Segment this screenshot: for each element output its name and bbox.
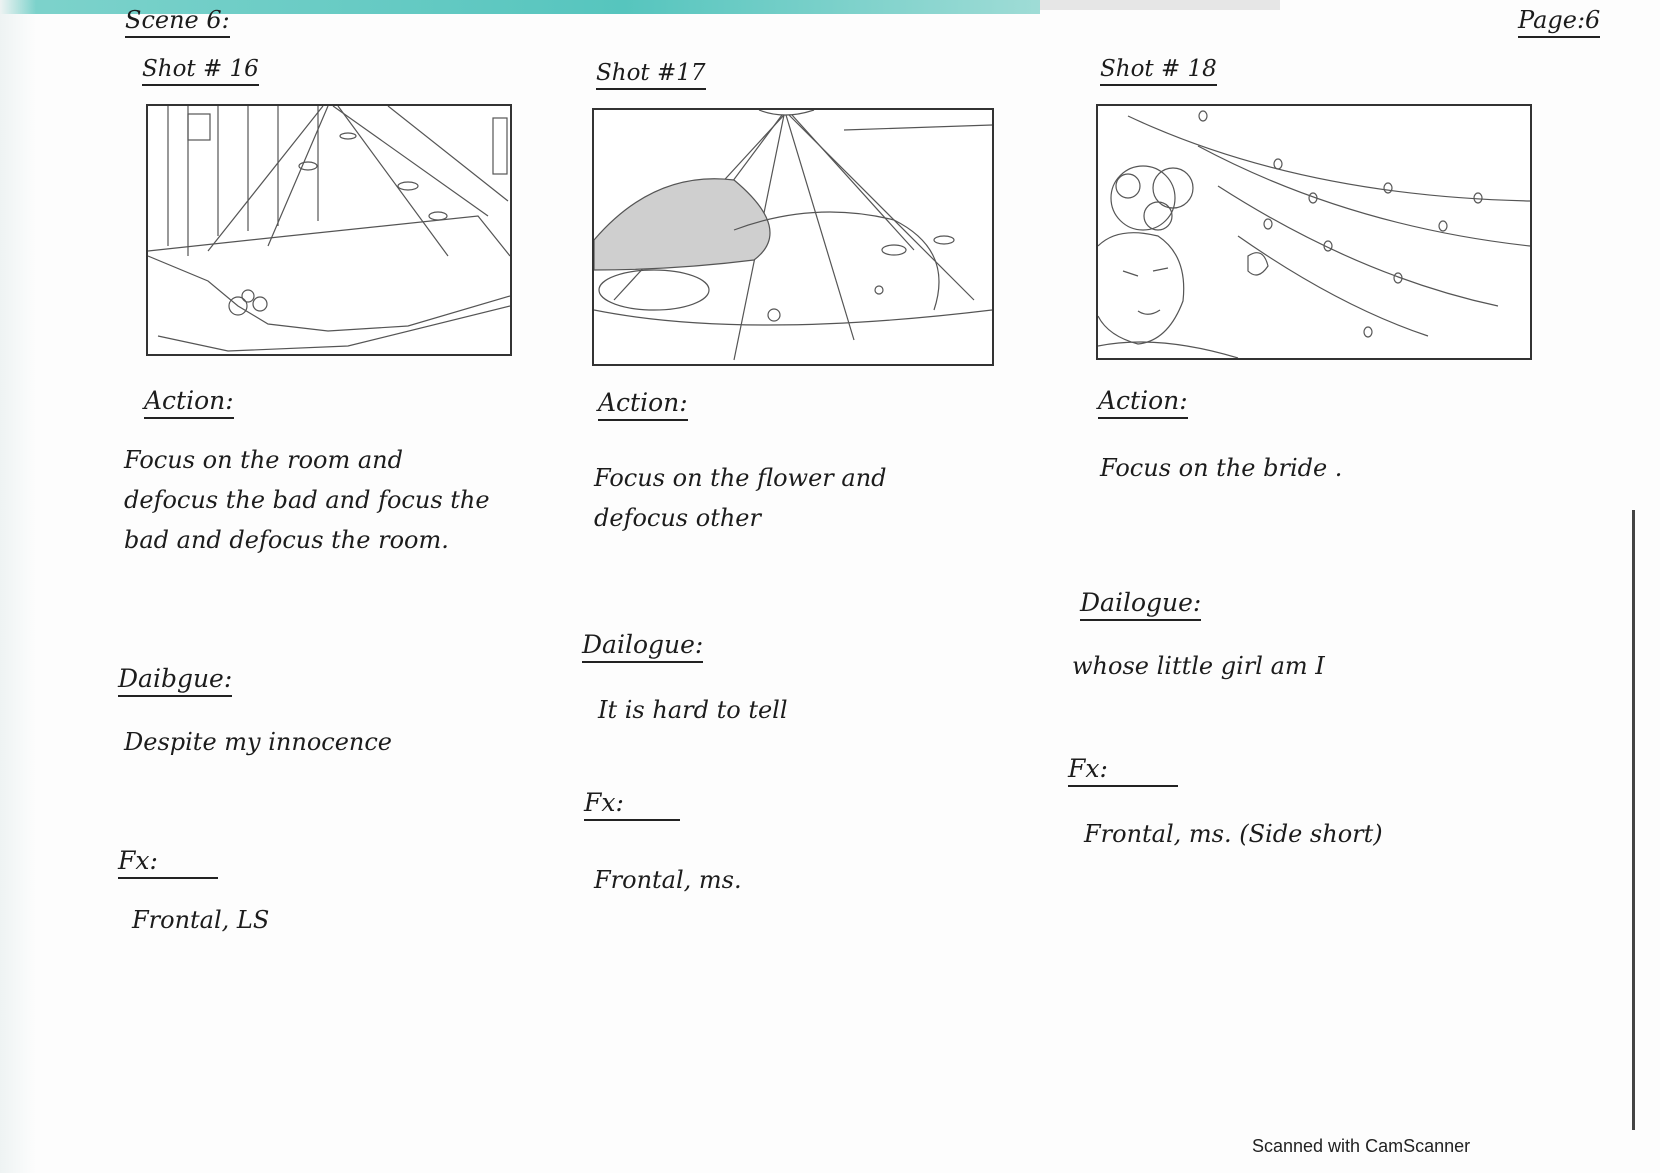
shot-17-action-text: Focus on the flower and defocus other [594,464,887,532]
bride-sketch [1098,106,1530,358]
shot-18-title: Shot # 18 [1100,56,1217,86]
shot-17-action-label: Action: [598,388,688,421]
shot-16-title: Shot # 16 [142,56,259,86]
paper-left-shade [0,0,36,1173]
canopy-bed-sketch [594,110,992,364]
page-number: Page:6 [1518,6,1600,38]
shot-17-fx-label: Fx: [584,788,680,821]
shot-16-sketch [146,104,512,356]
bedroom-sketch [148,106,510,354]
shot-16-dialogue-text: Despite my innocence [124,728,393,756]
shot-18-fx-text: Frontal, ms. (Side short) [1084,820,1383,848]
shot-17-sketch [592,108,994,366]
shot-17-title: Shot #17 [596,60,706,90]
shot-16-action-text: Focus on the room and defocus the bad and focus the bad and defocus the room. [124,446,490,554]
shot-18-action-label: Action: [1098,386,1188,419]
shot-18-dialogue-label: Dailogue: [1080,588,1201,621]
shot-16-fx-label: Fx: [118,846,218,879]
shot-18-dialogue-text: whose little girl am I [1072,652,1325,680]
shot-16-action-label: Action: [144,386,234,419]
shot-17-fx-text: Frontal, ms. [594,866,742,894]
paper-right-edge [1632,510,1635,1130]
shot-18-sketch [1096,104,1532,360]
scanner-watermark: Scanned with CamScanner [1252,1136,1471,1156]
shot-17-dialogue-label: Dailogue: [582,630,703,663]
scene-number: Scene 6: [125,6,230,38]
shot-16-fx-text: Frontal, LS [132,906,270,934]
shot-17-dialogue-text: It is hard to tell [598,696,788,724]
shot-18-fx-label: Fx: [1068,754,1178,787]
shot-16-dialogue-label: Daibgue: [118,664,232,697]
paper-top-band-grey [1040,0,1280,10]
shot-18-action-text: Focus on the bride . [1100,454,1343,482]
